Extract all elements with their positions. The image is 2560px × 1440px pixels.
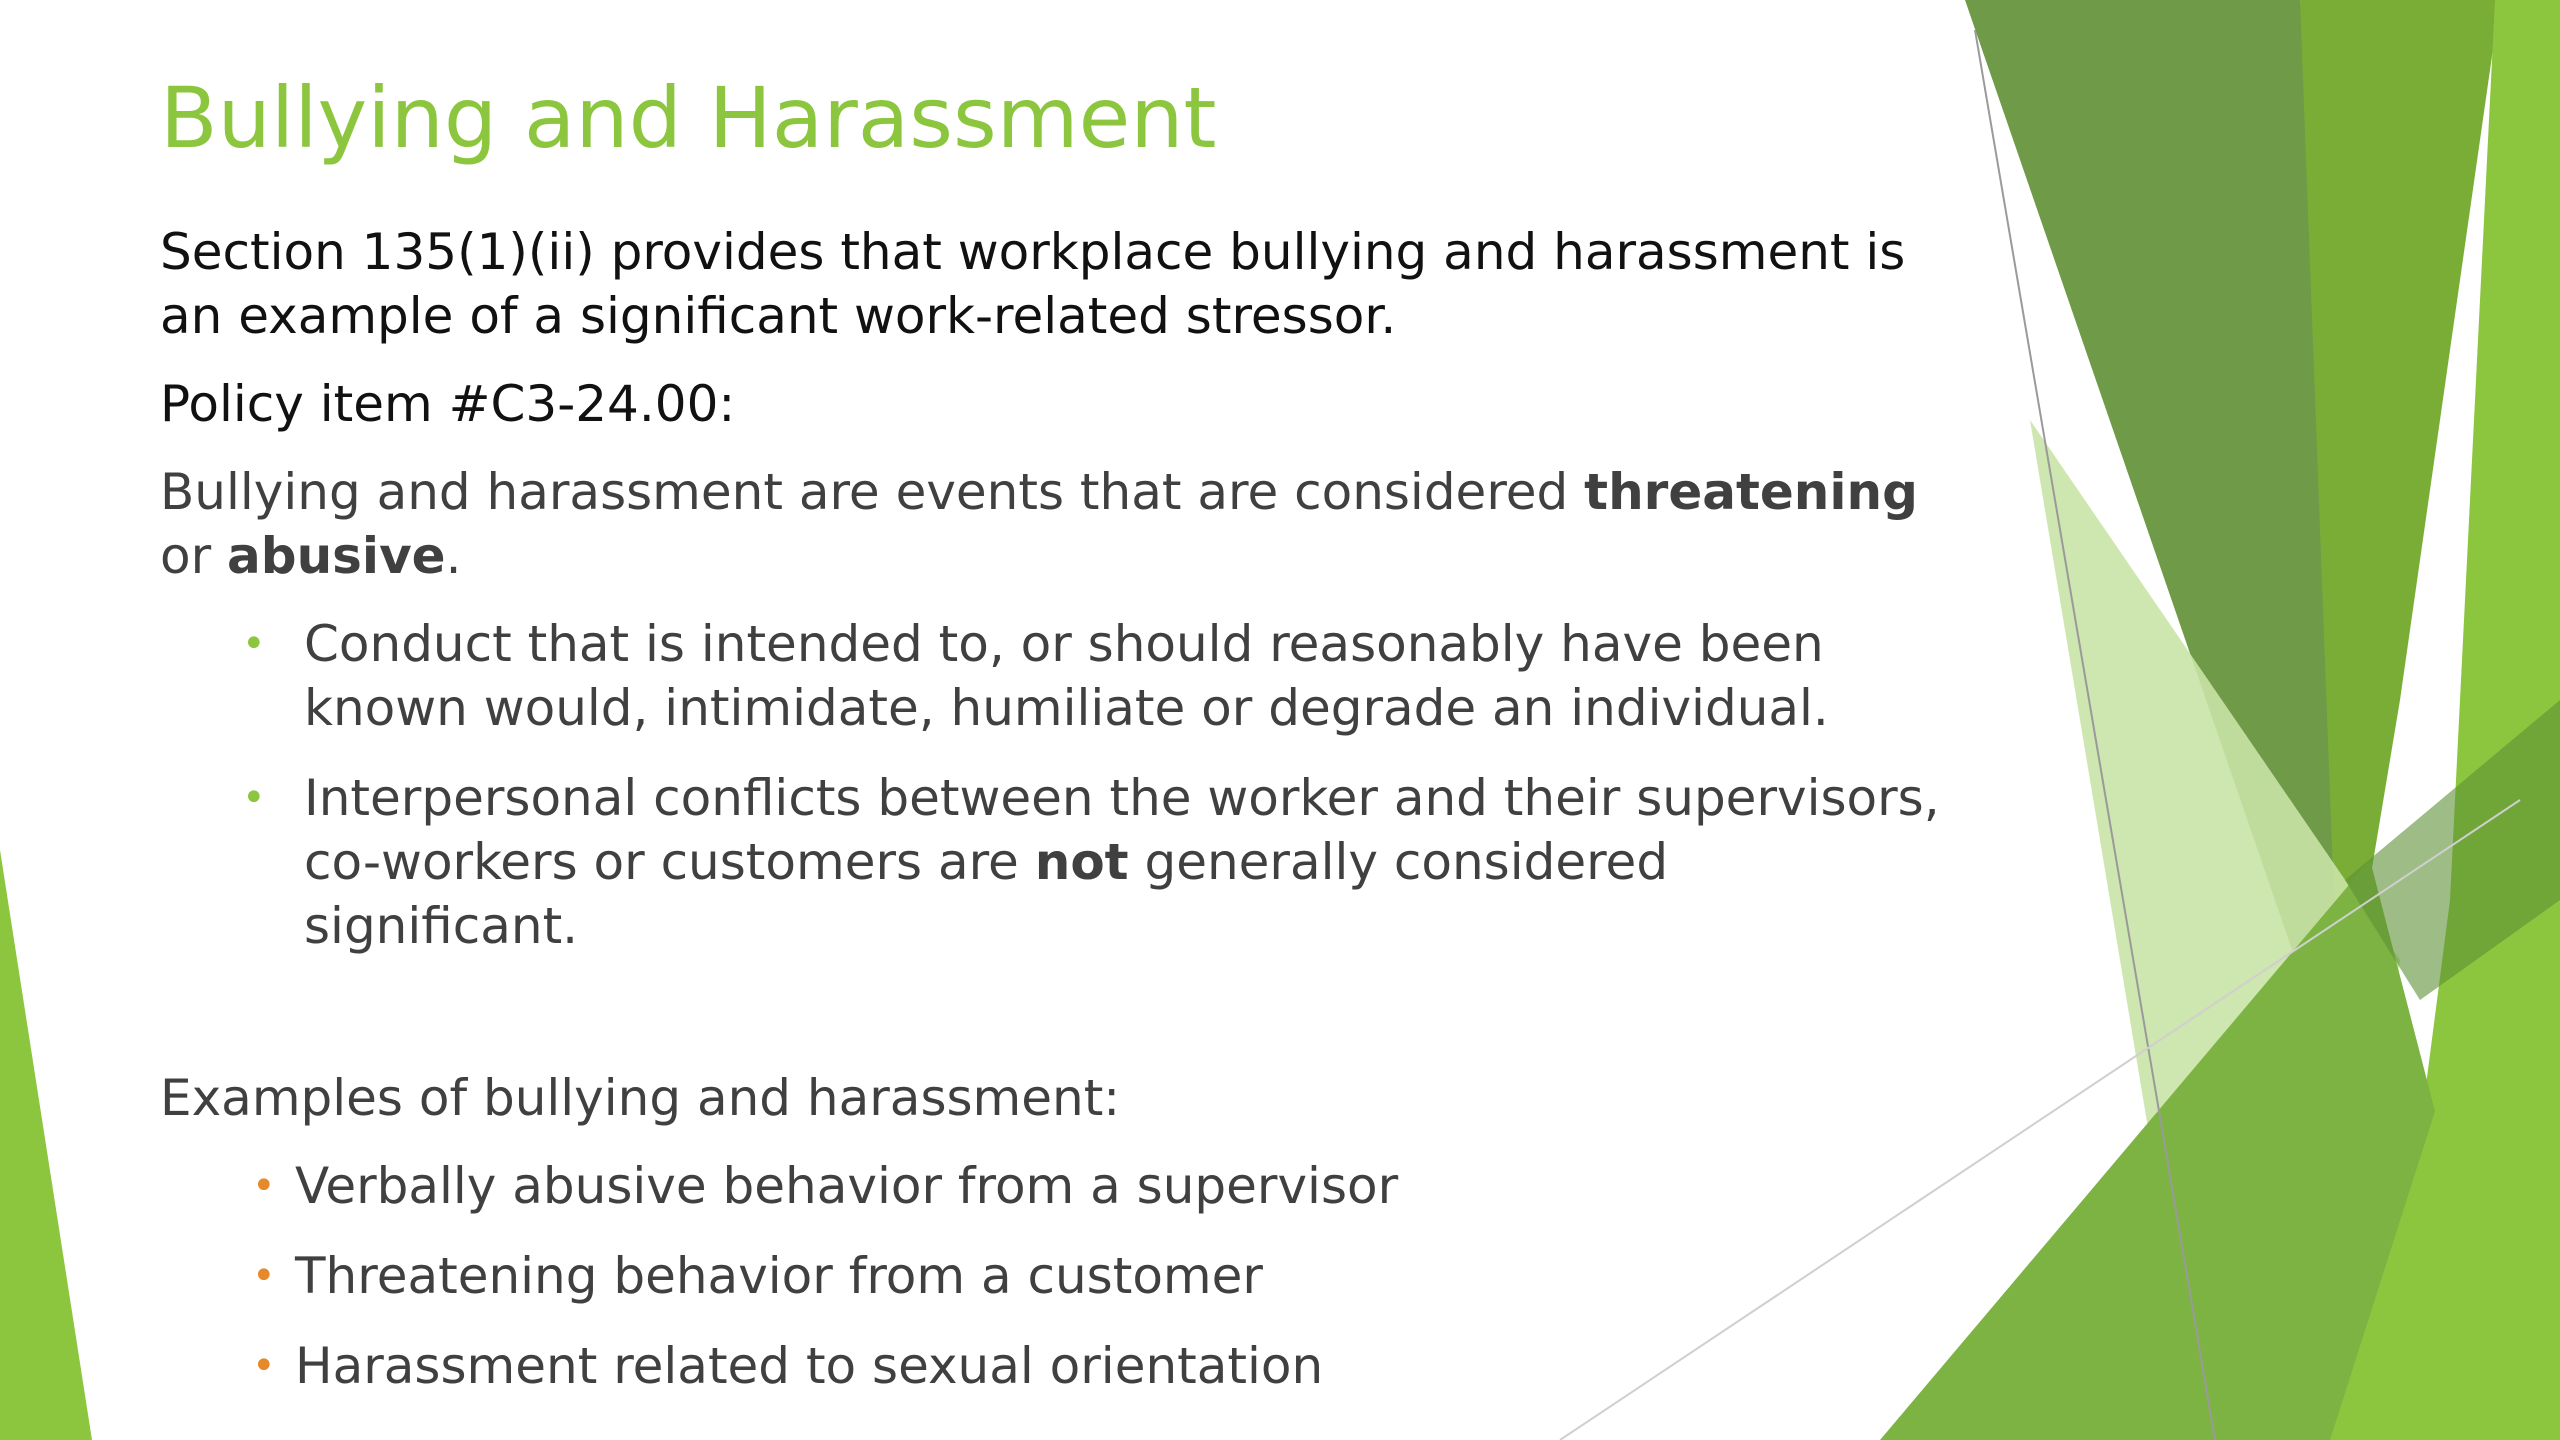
bullet-bold-not: not [1034,833,1129,891]
definition-bold-threatening: threatening [1584,463,1918,521]
example-text: Verbally abusive behavior from a supervisor [295,1157,1399,1215]
definition-bullet-list [160,612,1950,958]
spacer [160,984,1950,1066]
bullet-text-before: Interpersonal conflicts between the worker and their supervisors, co-workers or customers are [304,769,1940,891]
bullet-dot-icon: • [242,621,266,667]
section-paragraph: Section 135(1)(ii) provides that workplace bullying and harassment is an example of a significant work-related stressor. [160,223,1906,345]
example-item [160,1154,1950,1218]
definition-bullet-item [160,766,1950,958]
definition-text-2: or [160,527,228,585]
example-item [160,1244,1950,1308]
examples-list [160,1154,1950,1398]
bullet-dot-icon: • [252,1343,276,1389]
definition-text-1: Bullying and harassment are events that are considered [160,463,1585,521]
bullet-text: Conduct that is intended to, or should reasonably have been known would, intimidate, humiliate or degrade an individual. [304,615,1829,737]
left-edge-shape [0,850,92,1440]
definition-bold-abusive: abusive [227,527,446,585]
definition-paragraph [160,460,1950,588]
definition-text-3: . [445,527,462,585]
bullet-dot-icon: • [252,1163,276,1209]
bullet-text-after: generally considered significant. [304,833,1669,955]
definition-bullet-item [160,612,1950,740]
slide-title: Bullying and Harassment [160,69,1217,167]
example-text: Harassment related to sexual orientation [295,1337,1324,1395]
slide-body [160,220,1950,1424]
policy-line: Policy item #C3-24.00: [160,375,736,433]
example-item [160,1334,1950,1398]
bullet-dot-icon: • [242,775,266,821]
example-text: Threatening behavior from a customer [295,1247,1263,1305]
bullet-dot-icon: • [252,1253,276,1299]
examples-heading: Examples of bullying and harassment: [160,1069,1121,1127]
